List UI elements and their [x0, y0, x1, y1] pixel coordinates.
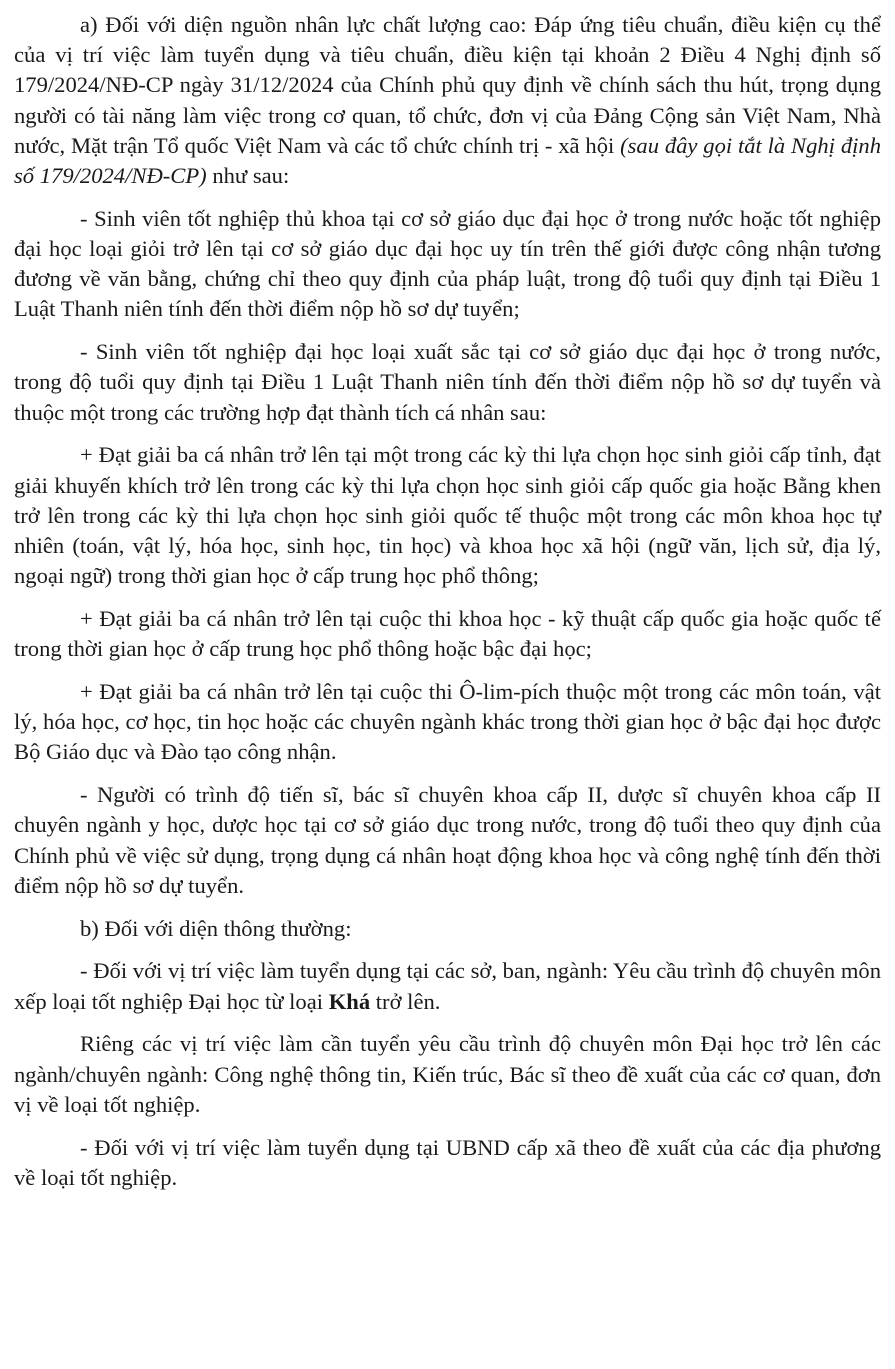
- paragraph-science-tech-award: + Đạt giải ba cá nhân trở lên tại cuộc thi khoa học - kỹ thuật cấp quốc gia hoặc quốc tế trong thời gian học ở cấp trung học phổ thông hoặc bậc đại học;: [14, 606, 881, 662]
- paragraph-department-requirement: [14, 956, 881, 1016]
- paragraph-doctorate-holder: - Người có trình độ tiến sĩ, bác sĩ chuyên khoa cấp II, dược sĩ chuyên khoa cấp II chuyên ngành y học, dược học tại cơ sở giáo dục trong nước, trong độ tuổi theo quy định của Chính phủ về việc sử dụng, trọng dụng cá nhân hoạt động khoa học và công nghệ tính đến thời điểm nộp hồ sơ dự tuyển.: [14, 782, 881, 898]
- paragraph-olympiad-award: + Đạt giải ba cá nhân trở lên tại cuộc thi Ô-lim-pích thuộc một trong các môn toán, vật lý, hóa học, cơ học, tin học hoặc các chuyên ngành khác trong thời gian học ở bậc đại học được Bộ Giáo dục và Đào tạo công nhận.: [14, 679, 881, 765]
- paragraph-lead-text: a) Đối với diện nguồn nhân lực chất lượng cao: Đáp ứng tiêu chuẩn, điều kiện cụ thể của vị trí việc làm tuyển dụng và tiêu chuẩn, điều kiện tại khoản 2 Điều 4 Nghị định số 179/2024/NĐ-CP ngày 31/12/2024 của Chính phủ quy định về chính sách thu hút, trọng dụng người có tài năng làm việc trong cơ quan, tổ chức, đơn vị của Đảng Cộng sản Việt Nam, Nhà nước, Mặt trận Tổ quốc Việt Nam và các tổ chức chính trị - xã hội: [14, 12, 881, 158]
- paragraph-tail-text: trở lên.: [370, 988, 441, 1014]
- paragraph-high-quality-criteria: [14, 10, 881, 191]
- paragraph-valedictorian-graduate: - Sinh viên tốt nghiệp thủ khoa tại cơ sở giáo dục đại học ở trong nước hoặc tốt nghiệp đại học loại giỏi trở lên tại cơ sở giáo dục đại học uy tín trên thế giới được công nhận tương đương về văn bằng, chứng chỉ theo quy định của pháp luật, trong độ tuổi quy định tại Điều 1 Luật Thanh niên tính đến thời điểm nộp hồ sơ dự tuyển;: [14, 205, 881, 322]
- paragraph-lead-text: - Đối với vị trí việc làm tuyển dụng tại các sở, ban, ngành: Yêu cầu trình độ chuyên môn xếp loại tốt nghiệp Đại học từ loại: [14, 958, 881, 1014]
- paragraph-special-positions: Riêng các vị trí việc làm cần tuyển yêu cầu trình độ chuyên môn Đại học trở lên các ngành/chuyên ngành: Công nghệ thông tin, Kiến trúc, Bác sĩ theo đề xuất của các cơ quan, đơn vị về loại tốt nghiệp.: [14, 1031, 881, 1117]
- paragraph-student-competition-award: + Đạt giải ba cá nhân trở lên tại một trong các kỳ thi lựa chọn học sinh giỏi cấp tỉnh, đạt giải khuyến khích trở lên trong các kỳ thi lựa chọn học sinh giỏi cấp quốc gia hoặc Bằng khen trở lên trong các kỳ thi lựa chọn học sinh giỏi quốc tế thuộc một trong các môn khoa học tự nhiên (toán, vật lý, hóa học, sinh học, tin học) và khoa học xã hội (ngữ văn, lịch sử, địa lý, ngoại ngữ) trong thời gian học ở cấp trung học phổ thông;: [14, 442, 881, 589]
- paragraph-regular-category-heading: b) Đối với diện thông thường:: [80, 915, 352, 941]
- italic-abbreviation-note: (sau đây gọi tắt là Nghị định số 179/2024/NĐ-CP): [14, 132, 881, 189]
- paragraph-excellent-graduate: - Sinh viên tốt nghiệp đại học loại xuất sắc tại cơ sở giáo dục đại học ở trong nước, trong độ tuổi quy định tại Điều 1 Luật Thanh niên tính đến thời điểm nộp hồ sơ dự tuyển và thuộc một trong các trường hợp đạt thành tích cá nhân sau:: [14, 339, 881, 425]
- paragraph-commune-requirement: - Đối với vị trí việc làm tuyển dụng tại UBND cấp xã theo đề xuất của các địa phương về loại tốt nghiệp.: [14, 1134, 881, 1190]
- bold-grade-khá: Khá: [328, 988, 371, 1014]
- paragraph-tail-text: như sau:: [206, 163, 290, 189]
